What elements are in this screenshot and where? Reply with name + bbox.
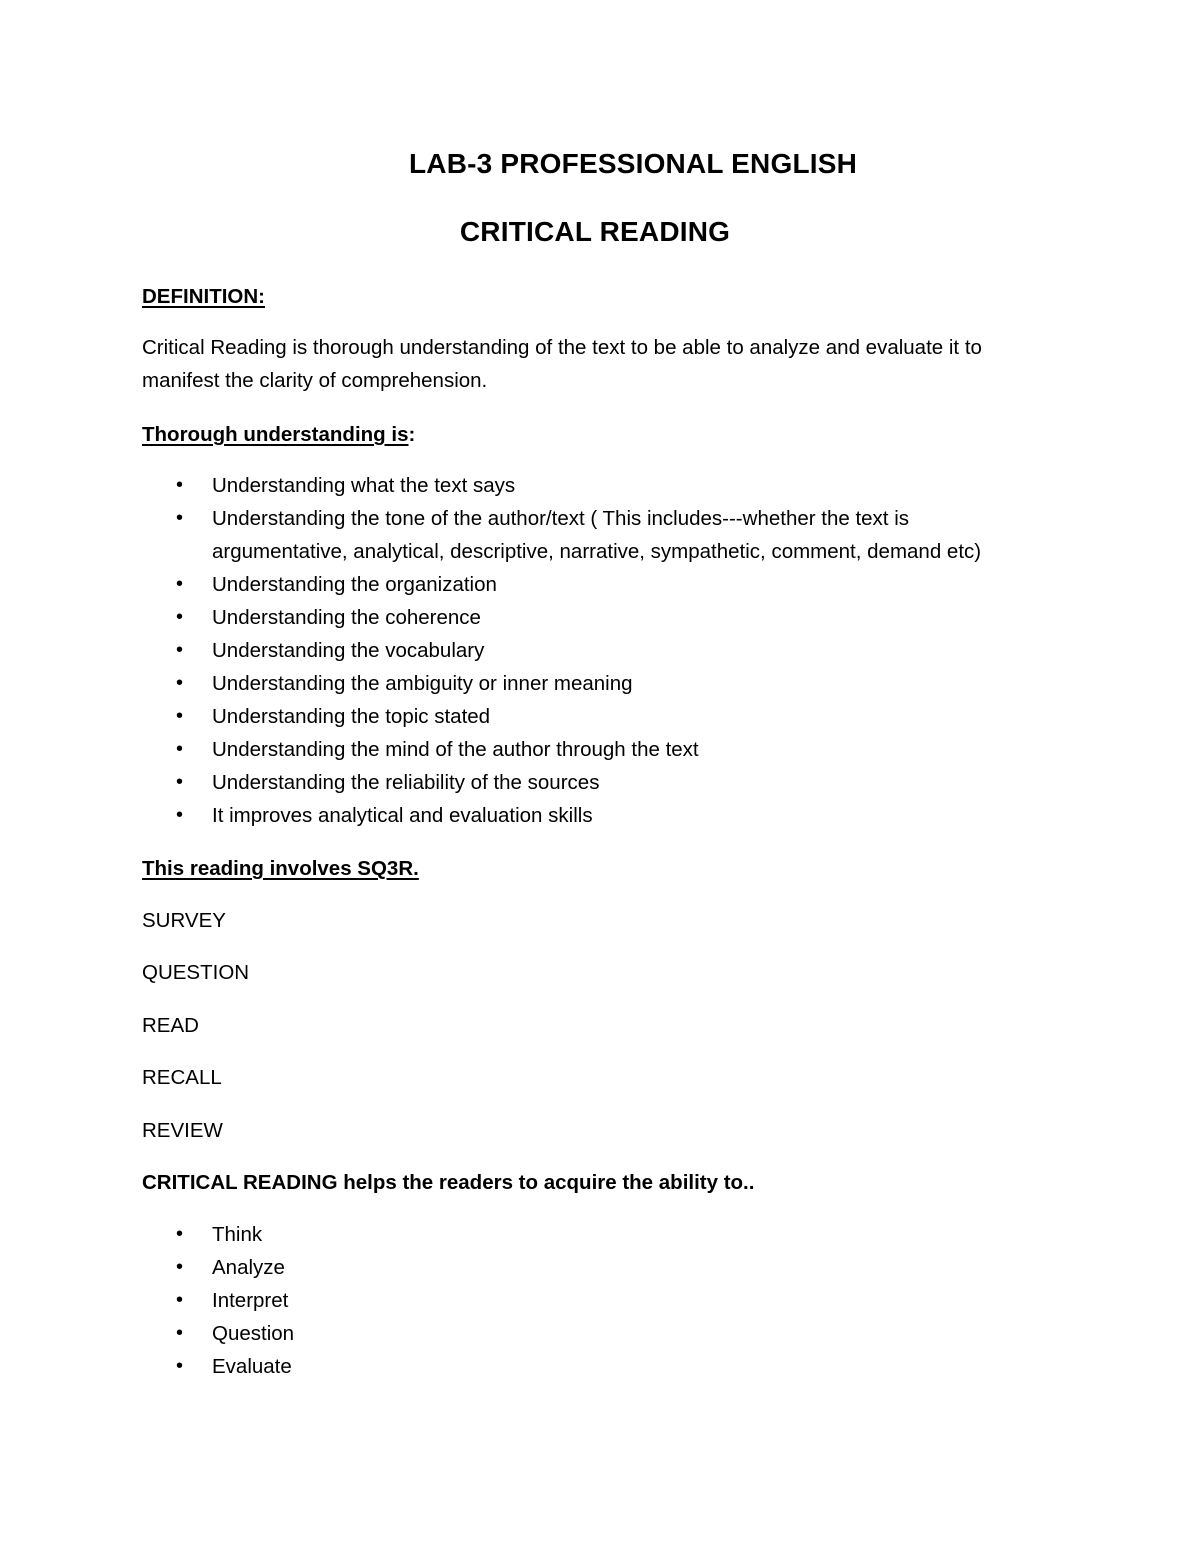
- bullet-icon: •: [176, 1289, 184, 1311]
- list-item: • Understanding the topic stated: [142, 700, 1042, 733]
- bullet-icon: •: [176, 606, 184, 628]
- sq3r-heading-text: This reading involves SQ3R.: [142, 857, 419, 880]
- understanding-heading-text: Thorough understanding is: [142, 423, 409, 446]
- definition-line-2: manifest the clarity of comprehension.: [142, 369, 488, 392]
- bullet-icon: •: [176, 639, 184, 661]
- bullet-icon: •: [176, 573, 184, 595]
- sq3r-step: QUESTION: [142, 961, 250, 984]
- abilities-intro-bold: CRITICAL READING: [142, 1171, 338, 1194]
- list-item: • Understanding what the text says: [142, 469, 1042, 502]
- sq3r-step: READ: [142, 1014, 199, 1037]
- bullet-icon: •: [176, 507, 184, 529]
- bullet-icon: •: [176, 1355, 184, 1377]
- list-item: • It improves analytical and evaluation skills: [142, 799, 1042, 832]
- bullet-icon: •: [176, 771, 184, 793]
- list-item: • Question: [142, 1317, 1042, 1350]
- sq3r-step: SURVEY: [142, 909, 226, 932]
- bullet-icon: •: [176, 1322, 184, 1344]
- understanding-heading-colon: :: [408, 423, 416, 446]
- bullet-icon: •: [176, 672, 184, 694]
- definition-line-1: Critical Reading is thorough understanding of the text to be able to analyze and evaluate it to: [142, 336, 982, 359]
- bullet-icon: •: [176, 474, 184, 496]
- list-item: • Interpret: [142, 1284, 1042, 1317]
- understanding-heading: [142, 418, 1082, 451]
- list-item: • Understanding the reliability of the sources: [142, 766, 1042, 799]
- sq3r-heading: [142, 852, 1082, 885]
- definition-paragraph: [142, 331, 1082, 397]
- definition-heading: [142, 280, 1082, 313]
- bullet-icon: •: [176, 705, 184, 727]
- document-subtitle: CRITICAL READING: [459, 216, 731, 247]
- understanding-list: [142, 469, 1042, 832]
- sq3r-step: RECALL: [142, 1066, 222, 1089]
- list-item: • Understanding the mind of the author through the text: [142, 733, 1042, 766]
- document-title: LAB-3 PROFESSIONAL ENGLISH: [408, 148, 858, 179]
- list-item: • Evaluate: [142, 1350, 1042, 1383]
- list-item: • Understanding the ambiguity or inner meaning: [142, 667, 1042, 700]
- definition-heading-text: DEFINITION:: [142, 285, 265, 308]
- bullet-icon: •: [176, 804, 184, 826]
- list-item: • Analyze: [142, 1251, 1042, 1284]
- bullet-icon: •: [176, 738, 184, 760]
- bullet-icon: •: [176, 1223, 184, 1245]
- abilities-list: [142, 1218, 1042, 1383]
- list-item: • Think: [142, 1218, 1042, 1251]
- abilities-intro: [142, 1166, 1082, 1199]
- list-item: • Understanding the organization: [142, 568, 1042, 601]
- abilities-intro-rest: helps the readers to acquire the ability to..: [337, 1171, 755, 1194]
- list-item: • Understanding the coherence: [142, 601, 1042, 634]
- sq3r-step: REVIEW: [142, 1119, 223, 1142]
- bullet-icon: •: [176, 1256, 184, 1278]
- list-item: • Understanding the tone of the author/text ( This includes---whether the text is argumentative, analytical, descriptive, narrative, sympathetic, comment, demand etc): [142, 502, 1042, 568]
- list-item: • Understanding the vocabulary: [142, 634, 1042, 667]
